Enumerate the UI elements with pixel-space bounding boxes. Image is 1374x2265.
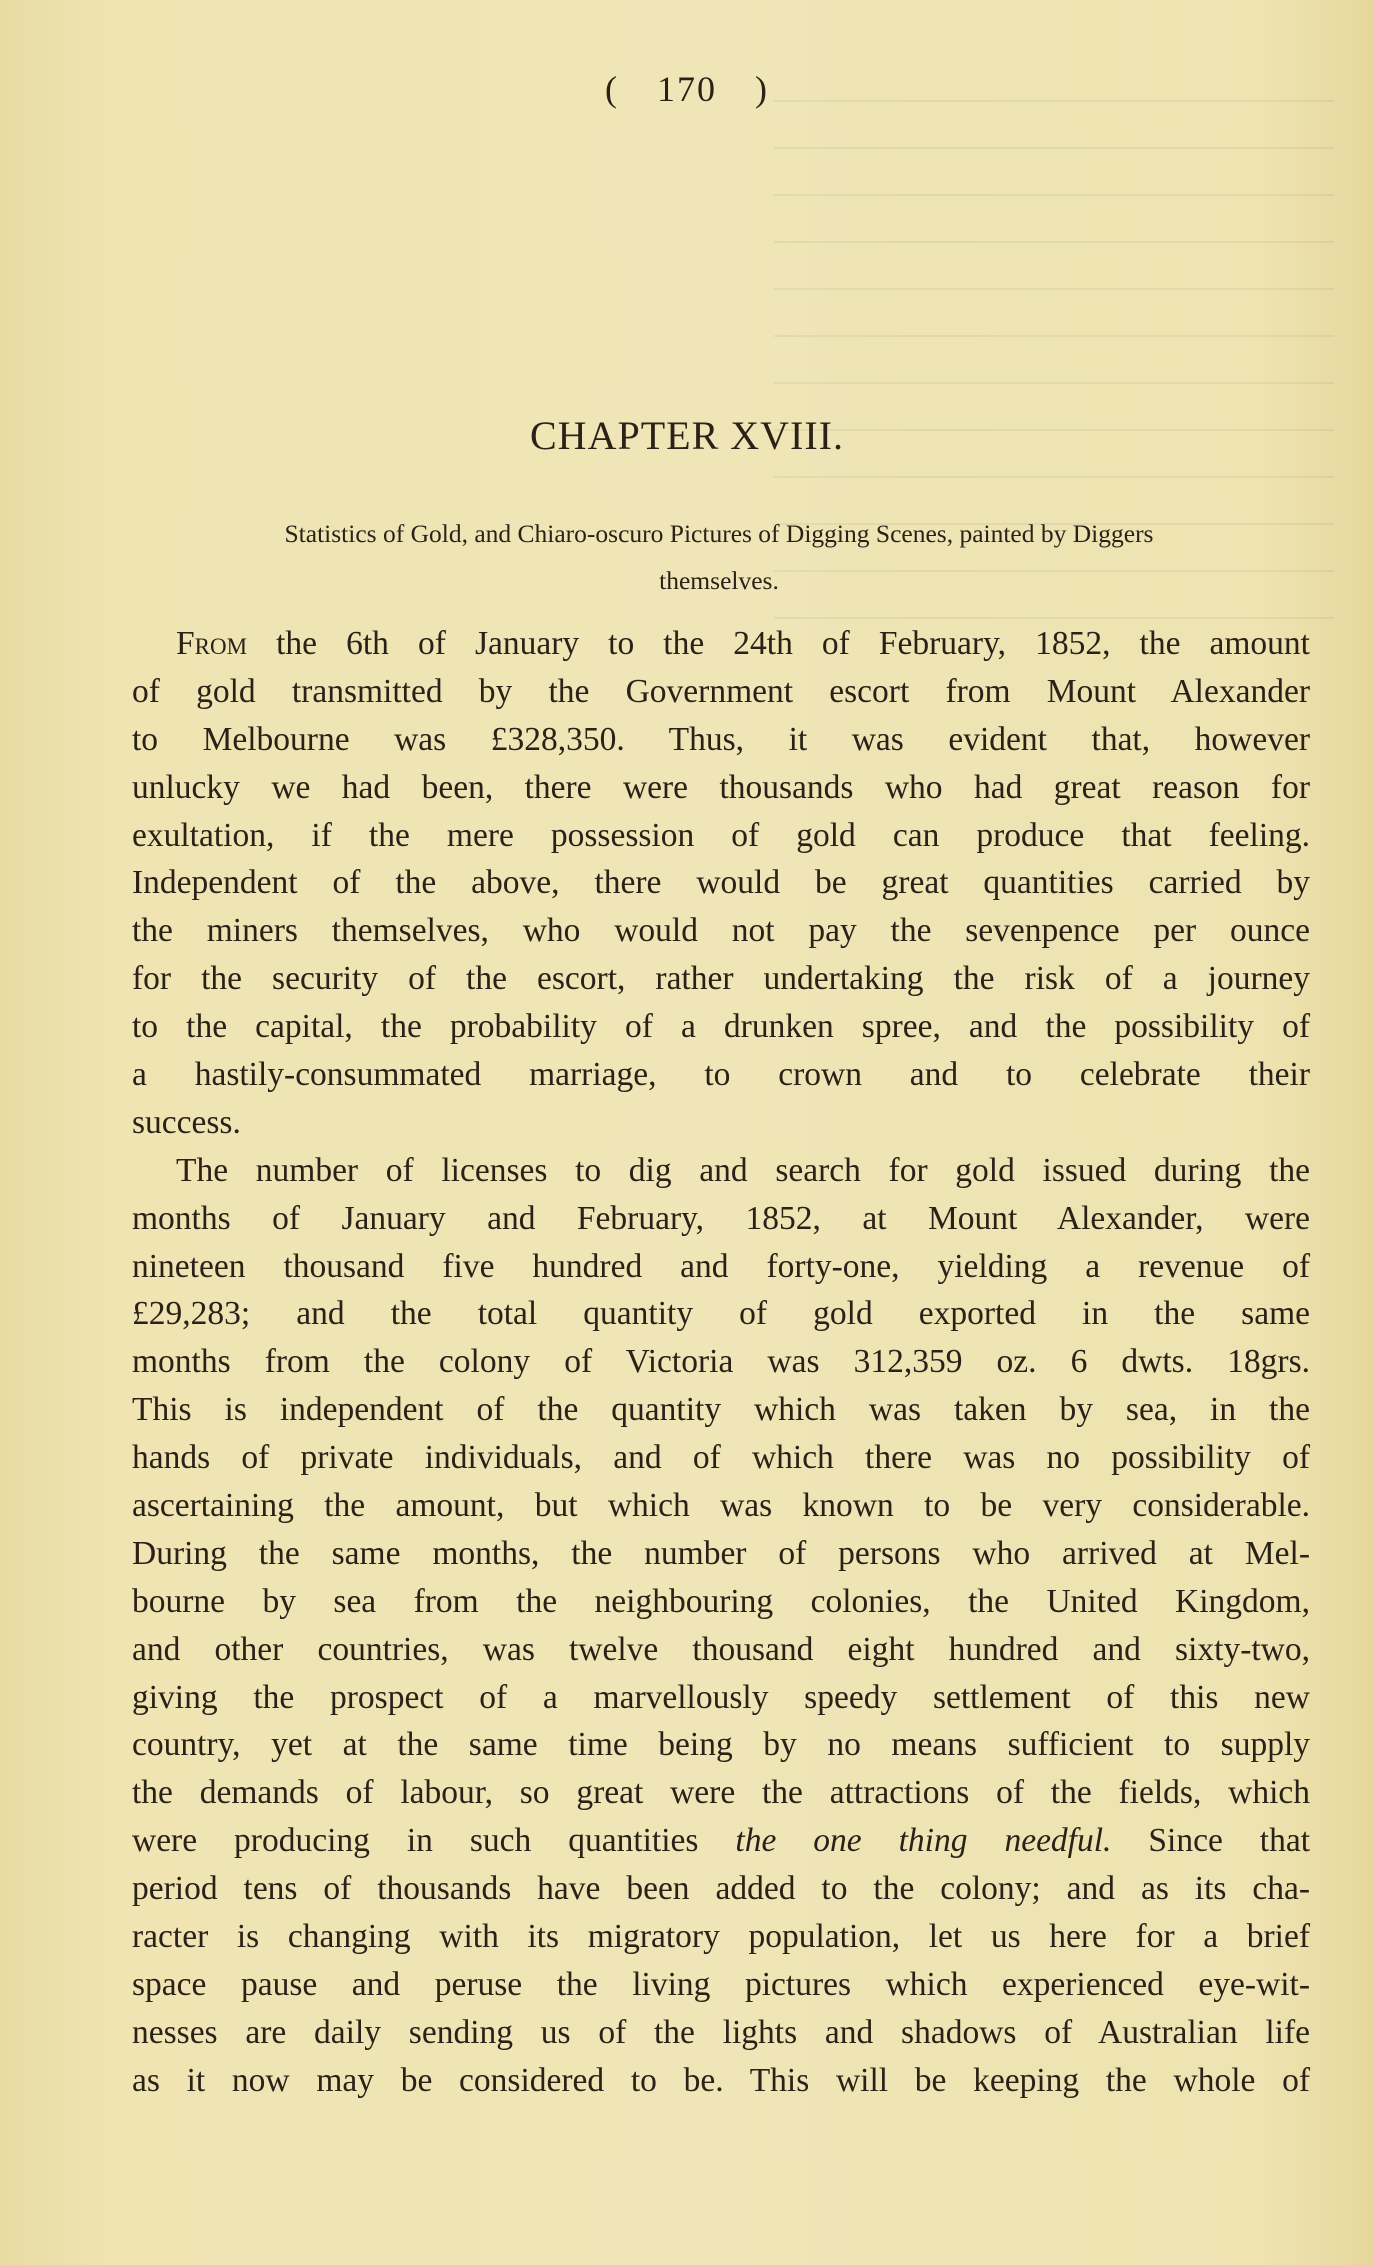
drop-word: From: [176, 625, 248, 662]
text-line: £29,283; and the total quantity of gold exported in the same: [132, 1295, 1310, 1333]
text-line: a hastily-consummated marriage, to crown and to celebrate their: [132, 1056, 1310, 1094]
text-line: space pause and peruse the living pictures which experienced eye-wit-: [132, 1965, 1310, 2003]
text-line-rest: the 6th of January to the 24th of February, 1852, the amount: [247, 625, 1310, 662]
text-line: as it now may be considered to be. This will be keeping the whole of: [132, 2061, 1310, 2099]
text-line: bourne by sea from the neighbouring colonies, the United Kingdom,: [132, 1582, 1310, 1620]
chapter-title: CHAPTER XVIII.: [530, 413, 844, 458]
text-line: giving the prospect of a marvellously speedy settlement of this new: [132, 1678, 1310, 1716]
text-line: racter is changing with its migratory population, let us here for a brief: [132, 1918, 1310, 1956]
text-line: nineteen thousand five hundred and forty-one, yielding a revenue of: [132, 1247, 1310, 1285]
chapter-subtitle: [130, 510, 1308, 604]
page-number: [0, 68, 1374, 110]
text-line: to Melbourne was £328,350. Thus, it was evident that, however: [132, 720, 1310, 758]
text-line: nesses are daily sending us of the lights and shadows of Australian life: [132, 2013, 1310, 2051]
text-line: success.: [132, 1103, 241, 1141]
text-line: unlucky we had been, there were thousands who had great reason for: [132, 768, 1310, 806]
text-line: the miners themselves, who would not pay the sevenpence per ounce: [132, 912, 1310, 950]
chapter-subtitle-line: Statistics of Gold, and Chiaro-oscuro Pictures of Digging Scenes, painted by Diggers: [284, 519, 1154, 548]
text-line: The number of licenses to dig and search for gold issued during the: [176, 1151, 1310, 1189]
text-line: period tens of thousands have been added to the colony; and as its cha-: [132, 1870, 1310, 1908]
text-line: During the same months, the number of persons who arrived at Mel-: [132, 1534, 1310, 1572]
text-segment: Since that: [1111, 1822, 1311, 1860]
text-line: months from the colony of Victoria was 312,359 oz. 6 dwts. 18grs.: [132, 1343, 1310, 1381]
text-line: country, yet at the same time being by no means sufficient to supply: [132, 1726, 1310, 1764]
text-line: hands of private individuals, and of which there was no possibility of: [132, 1439, 1310, 1477]
page-number-open-paren: (: [605, 69, 619, 109]
text-line: of gold transmitted by the Government escort from Mount Alexander: [132, 672, 1310, 710]
text-line: [132, 620, 1310, 668]
text-line: months of January and February, 1852, at Mount Alexander, were: [132, 1199, 1310, 1237]
text-line: to the capital, the probability of a drunken spree, and the possibility of: [132, 1008, 1310, 1046]
page-number-close-paren: ): [755, 69, 769, 109]
chapter-subtitle-line: themselves.: [659, 566, 779, 595]
page-number-value: 170: [657, 69, 717, 109]
text-segment: were producing in such quantities: [132, 1822, 736, 1860]
italic-phrase: the one thing needful.: [735, 1822, 1112, 1860]
text-line: ascertaining the amount, but which was known to be very considerable.: [132, 1487, 1310, 1525]
text-line: and other countries, was twelve thousand eight hundred and sixty-two,: [132, 1630, 1310, 1668]
text-line: for the security of the escort, rather undertaking the risk of a journey: [132, 960, 1310, 998]
text-line: Independent of the above, there would be great quantities carried by: [132, 864, 1310, 902]
text-line: [132, 1817, 1310, 1865]
text-line: the demands of labour, so great were the attractions of the fields, which: [132, 1774, 1310, 1812]
body-text: [132, 620, 1310, 2105]
text-line: exultation, if the mere possession of gold can produce that feeling.: [132, 816, 1310, 854]
text-line: This is independent of the quantity which was taken by sea, in the: [132, 1391, 1310, 1429]
